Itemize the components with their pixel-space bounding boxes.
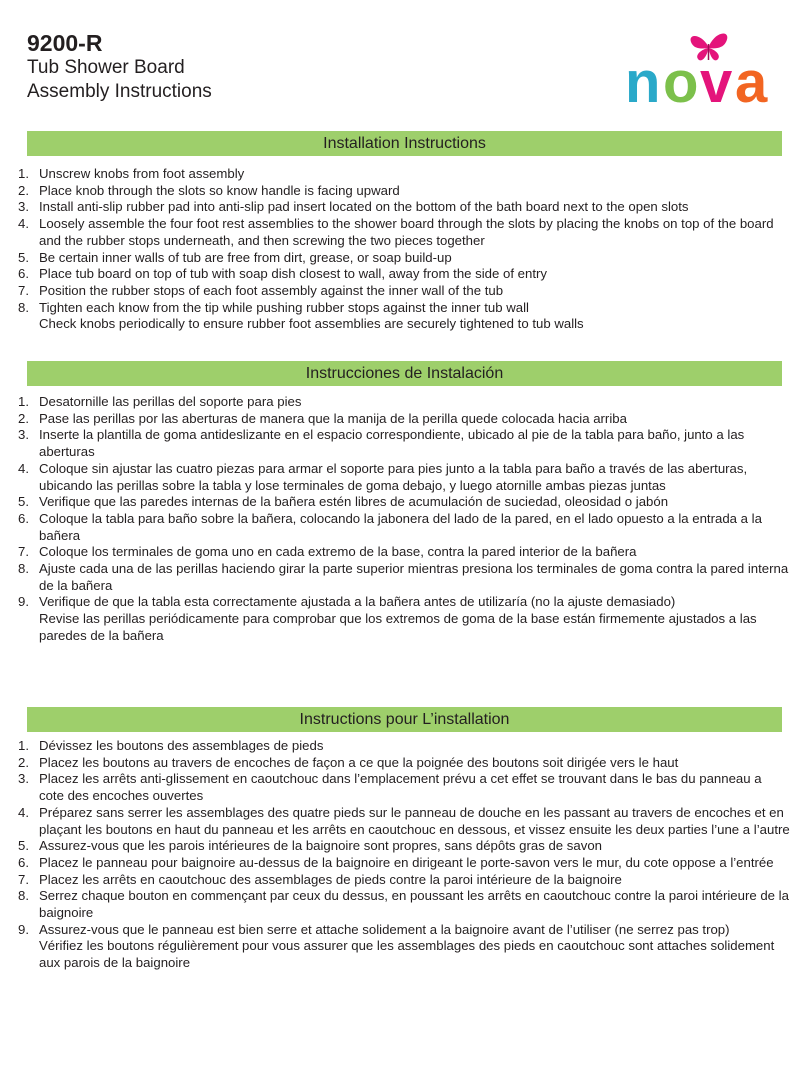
list-item — [0, 805, 790, 838]
list-item — [0, 922, 790, 939]
step-number: 2. — [18, 182, 29, 198]
step-text: Dévissez les boutons des assemblages de pieds — [39, 738, 324, 753]
step-text: Serrez chaque bouton en commençant par ceux du dessus, en poussant les arrêts en caoutchouc contre la paroi intérieure de la baignoire — [39, 888, 789, 921]
step-number: 1. — [18, 738, 29, 753]
list-item — [0, 544, 790, 561]
list-item — [0, 594, 790, 611]
step-number: 3. — [18, 427, 29, 443]
list-item — [0, 427, 790, 460]
step-text: Verifique de que la tabla esta correctamente ajustada a la bañera antes de utilizaría (no la ajuste demasiado) — [39, 594, 676, 610]
section-heading-french: Instructions pour L’installation — [27, 707, 782, 732]
list-item — [0, 461, 790, 494]
step-text: Ajuste cada una de las perillas haciendo girar la parte superior mientras presiona los terminales de goma contra la pared interna de la bañera — [39, 561, 789, 593]
step-text: Place knob through the slots so know handle is facing upward — [39, 182, 400, 198]
steps-list-french — [0, 738, 790, 972]
list-item — [0, 755, 790, 772]
list-item — [0, 494, 790, 511]
step-text: Inserte la plantilla de goma antideslizante en el espacio correspondiente, ubicado al pie de la tabla para baño, junto a las aberturas — [39, 427, 745, 460]
step-text: Tighten each know from the tip while pushing rubber stops against the inner tub wall — [39, 299, 529, 315]
logo-letter-v: v — [700, 50, 733, 112]
step-text: Pase las perillas por las aberturas de manera que la manija de la perilla quede colocada hacia arriba — [39, 410, 627, 426]
list-item — [0, 855, 790, 872]
step-number: 3. — [18, 199, 29, 215]
step-text: Placez le panneau pour baignoire au-dessus de la baignoire en dirigeant le porte-savon vers le mur, du cote oppose a l’entrée — [39, 854, 774, 870]
step-text: Be certain inner walls of tub are free from dirt, grease, or soap build-up — [39, 249, 452, 265]
list-item — [0, 199, 790, 216]
logo-letter-o: o — [663, 50, 699, 112]
step-text: Assurez-vous que le panneau est bien serre et attache solidement a la baignoire avant de l’utiliser (ne serrez pas trop) — [39, 921, 730, 937]
step-number: 3. — [18, 771, 29, 787]
document-header — [27, 30, 212, 104]
step-number: 2. — [18, 410, 29, 426]
step-number: 8. — [18, 299, 29, 315]
step-text: Placez les arrêts anti-glissement en caoutchouc dans l’emplacement prévu a cet effet se trouvant dans le bas du panneau a cote des encoches ouvertes — [39, 771, 762, 804]
list-item — [0, 738, 790, 755]
section-heading-spanish: Instrucciones de Instalación — [27, 361, 782, 386]
step-number: 6. — [18, 854, 29, 870]
step-number: 5. — [18, 494, 29, 510]
step-number: 9. — [18, 921, 29, 937]
list-item — [0, 561, 790, 594]
list-item — [0, 283, 790, 300]
list-item — [0, 216, 790, 249]
step-text: Position the rubber stops of each foot assembly against the inner wall of the tub — [39, 282, 504, 298]
step-number: 1. — [18, 166, 29, 181]
step-text: Placez les arrêts en caoutchouc des assemblages de pieds contre la paroi intérieure de la baignoire — [39, 871, 622, 887]
nova-logo — [624, 28, 784, 112]
list-item — [0, 183, 790, 200]
step-text: Revise las perillas periódicamente para comprobar que los extremos de goma de la base están firmemente ajustados a las paredes de la bañera — [39, 611, 757, 643]
step-text: Verifique que las paredes internas de la bañera estén libres de acumulación de suciedad, oleosidad o jabón — [39, 494, 669, 510]
list-item-note — [0, 611, 790, 644]
step-number: 9. — [18, 594, 29, 610]
steps-list-english — [0, 166, 790, 333]
step-number: 7. — [18, 282, 29, 298]
steps-list-spanish — [0, 394, 790, 645]
step-number: 4. — [18, 460, 29, 476]
step-text: Place tub board on top of tub with soap dish closest to wall, away from the side of entry — [39, 266, 547, 282]
logo-letter-a: a — [735, 50, 768, 112]
step-number: 8. — [18, 888, 29, 904]
list-item — [0, 838, 790, 855]
step-text: Coloque los terminales de goma uno en cada extremo de la base, contra la pared interior de la bañera — [39, 544, 637, 560]
document-title-line-1: Tub Shower Board — [27, 57, 185, 78]
list-item-note — [0, 316, 790, 333]
list-item — [0, 771, 790, 804]
step-number: 5. — [18, 838, 29, 854]
step-text: Loosely assemble the four foot rest assemblies to the shower board through the slots by placing the knobs on top of the board and the rubber stops underneath, and then screwing the two pieces together — [39, 216, 774, 248]
step-text: Vérifiez les boutons régulièrement pour vous assurer que les assemblages des pieds en caoutchouc sont attaches solidement aux parois de la baignoire — [39, 938, 775, 971]
step-number: 1. — [18, 394, 29, 409]
step-number: 7. — [18, 544, 29, 560]
step-number: 5. — [18, 249, 29, 265]
step-number: 4. — [18, 216, 29, 232]
list-item — [0, 872, 790, 889]
list-item — [0, 300, 790, 317]
step-text: Install anti-slip rubber pad into anti-slip pad insert located on the bottom of the bath board next to the open slots — [39, 199, 689, 215]
step-text: Check knobs periodically to ensure rubber foot assemblies are securely tightened to tub walls — [39, 316, 584, 332]
logo-letter-n: n — [625, 50, 661, 112]
step-number: 2. — [18, 754, 29, 770]
step-text: Préparez sans serrer les assemblages des quatre pieds sur le panneau de douche en les passant au travers de encoches et en plaçant les boutons en haut du panneau et les arrêts en caoutchouc en dessous, et vissez ensuite les deux parties l’une a l’autre — [39, 804, 790, 837]
section-heading-english: Installation Instructions — [27, 131, 782, 156]
list-item — [0, 888, 790, 921]
step-text: Coloque la tabla para baño sobre la bañera, colocando la jabonera del lado de la pared, en el lado opuesto a la entrada a la bañera — [39, 510, 762, 543]
step-number: 7. — [18, 871, 29, 887]
model-number: 9200-R — [27, 30, 103, 56]
step-number: 6. — [18, 266, 29, 282]
list-item — [0, 511, 790, 544]
step-number: 6. — [18, 510, 29, 526]
list-item — [0, 250, 790, 267]
step-text: Assurez-vous que les parois intérieures de la baignoire sont propres, sans dépôts gras de savon — [39, 838, 602, 854]
list-item — [0, 411, 790, 428]
step-text: Coloque sin ajustar las cuatro piezas para armar el soporte para pies junto a la tabla para baño a través de las aberturas, ubicando las perillas sobre la tabla y lose terminales de goma debajo, y luego atornille ambas piezas juntas — [39, 460, 748, 493]
list-item — [0, 394, 790, 411]
list-item — [0, 266, 790, 283]
step-text: Unscrew knobs from foot assembly — [39, 166, 245, 181]
step-number: 4. — [18, 804, 29, 820]
step-number: 8. — [18, 561, 29, 577]
document-title-line-2: Assembly Instructions — [27, 81, 212, 102]
step-text: Placez les boutons au travers de encoches de façon a ce que la poignée des boutons soit dirigée vers le haut — [39, 754, 679, 770]
list-item-note — [0, 938, 790, 971]
step-text: Desatornille las perillas del soporte para pies — [39, 394, 302, 409]
list-item — [0, 166, 790, 183]
